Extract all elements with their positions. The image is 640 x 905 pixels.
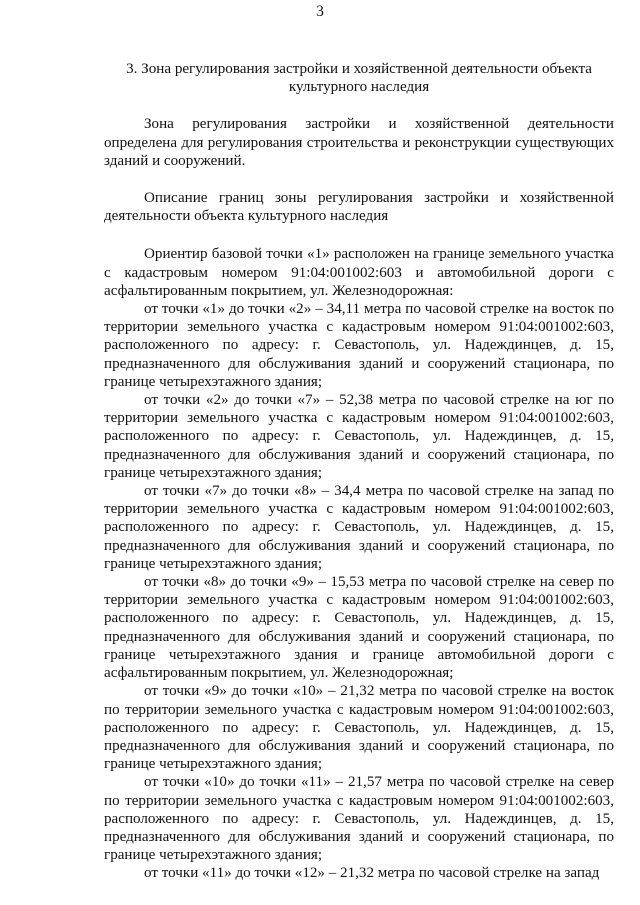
boundary-paragraph: от точки «10» до точки «11» – 21,57 метра по часовой стрелке на север по территории земельного участка с кадастровым номером 91:04:001002:603, расположенного по адресу: г. Севастополь, ул. Надеждинцев, д. 15, предназначенного для обслуживания зданий и сооружений стационара, по границе четырехэтажного здания; bbox=[104, 774, 614, 864]
boundary-paragraph: от точки «9» до точки «10» – 21,32 метра по часовой стрелке на восток по территории земельного участка с кадастровым номером 91:04:001002:603, расположенного по адресу: г. Севастополь, ул. Надеждинцев, д. 15, предназначенного для обслуживания зданий и сооружений стационара, по границе четырехэтажного здания; bbox=[104, 683, 614, 773]
description-title: Описание границ зоны регулирования застройки и хозяйственной деятельности объекта культурного наследия bbox=[104, 190, 614, 225]
section-heading: 3. Зона регулирования застройки и хозяйственной деятельности объекта культурного наследия bbox=[126, 61, 592, 96]
intro-paragraph: Зона регулирования застройки и хозяйственной деятельности определена для регулирования строительства и реконструкции существующих зданий и сооружений. bbox=[104, 116, 614, 169]
boundary-paragraph: от точки «1» до точки «2» – 34,11 метра по часовой стрелке на восток по территории земельного участка с кадастровым номером 91:04:001002:603, расположенного по адресу: г. Севастополь, ул. Надеждинцев, д. 15, предназначенного для обслуживания зданий и сооружений стационара, по границе четырехэтажного здания; bbox=[104, 301, 614, 390]
boundary-paragraph: от точки «11» до точки «12» – 21,32 метра по часовой стрелке на запад bbox=[144, 865, 600, 882]
page-number: 3 bbox=[316, 3, 324, 20]
boundary-paragraph: от точки «8» до точки «9» – 15,53 метра по часовой стрелке на север по территории земельного участка с кадастровым номером 91:04:001002:603, расположенного по адресу: г. Севастополь, ул. Надеждинцев, д. 15, предназначенного для обслуживания зданий и сооружений стационара, по границе четырехэтажного здания и границе автомобильной дороги с асфальтированным покрытием, ул. Железнодорожная; bbox=[104, 574, 614, 682]
document-body bbox=[104, 60, 614, 883]
boundary-paragraph: Ориентир базовой точки «1» расположен на границе земельного участка с кадастровым номером 91:04:001002:603 и автомобильной дороги с асфальтированным покрытием, ул. Железнодорожная: bbox=[104, 246, 614, 299]
boundary-paragraph: от точки «7» до точки «8» – 34,4 метра по часовой стрелке на запад по территории земельного участка с кадастровым номером 91:04:001002:603, расположенного по адресу: г. Севастополь, ул. Надеждинцев, д. 15, предназначенного для обслуживания зданий и сооружений стационара, по границе четырехэтажного здания; bbox=[104, 483, 614, 572]
boundary-paragraph: от точки «2» до точки «7» – 52,38 метра по часовой стрелке на юг по территории земельного участка с кадастровым номером 91:04:001002:603, расположенного по адресу: г. Севастополь, ул. Надеждинцев, д. 15, предназначенного для обслуживания зданий и сооружений стационара, по границе четырехэтажного здания; bbox=[104, 392, 614, 481]
